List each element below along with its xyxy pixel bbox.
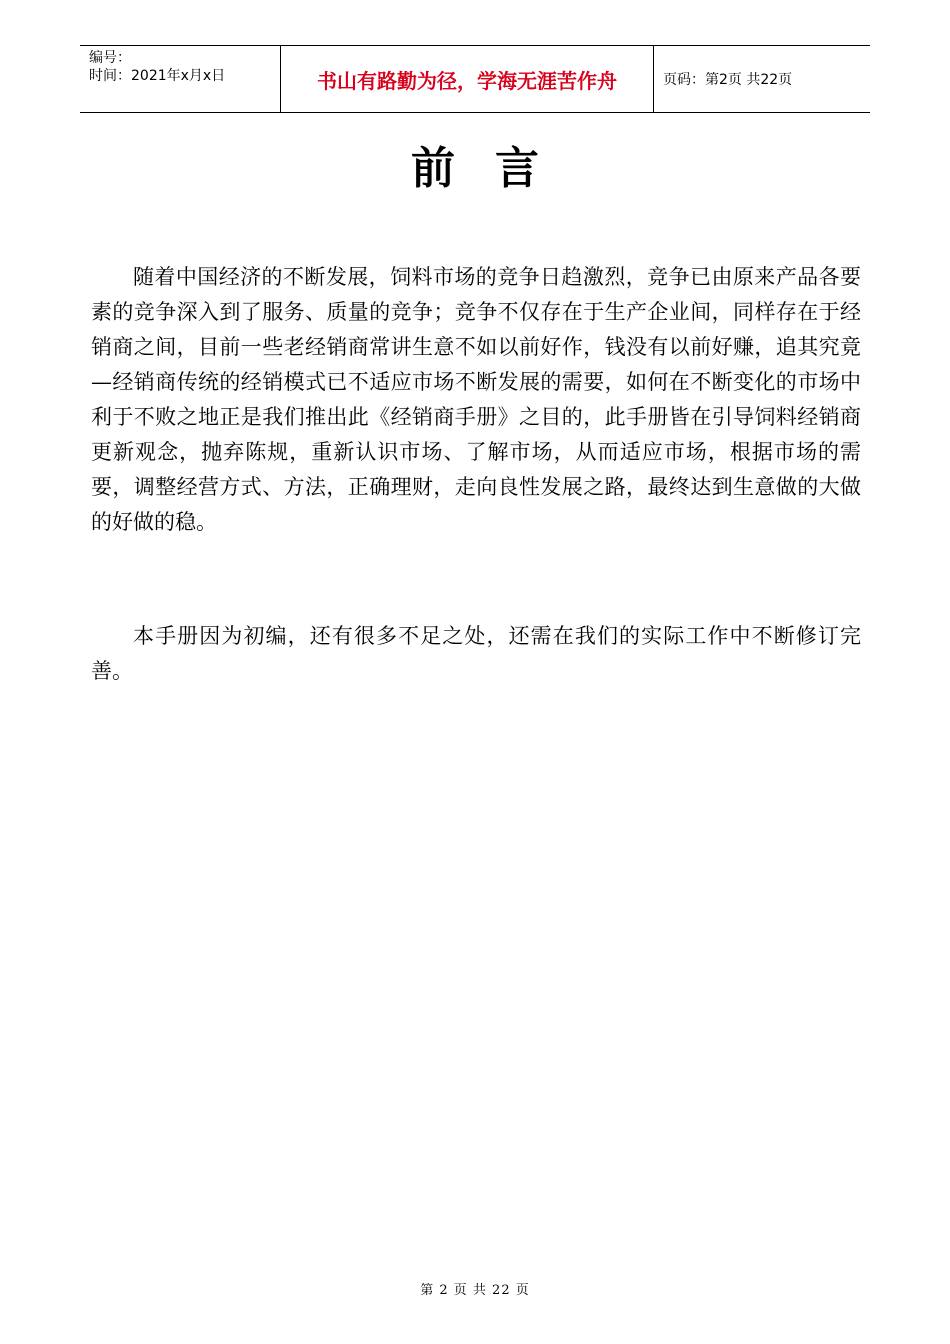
- page-header: [80, 45, 870, 113]
- header-motto: 书山有路勤为径，学海无涯苦作舟: [281, 46, 654, 112]
- header-meta: [80, 46, 281, 112]
- header-page-number: 页码：第2页 共22页: [663, 72, 793, 88]
- page-footer: 第 2 页 共 22 页: [420, 1283, 530, 1298]
- paragraph-2: 本手册因为初编，还有很多不足之处，还需在我们的实际工作中不断修订完善。: [91, 624, 861, 683]
- time-label: 时间：2021年x月x日: [89, 68, 226, 84]
- code-label: 编号：: [89, 50, 131, 66]
- page-title: 前言: [411, 143, 579, 194]
- paragraph-1: 随着中国经济的不断发展，饲料市场的竞争日趋激烈，竞争已由原来产品各要素的竞争深入到了服务、质量的竞争；竞争不仅存在于生产企业间，同样存在于经销商之间，目前一些老经销商常讲生意不如以前好作，钱没有以前好赚，追其究竟—经销商传统的经销模式已不适应市场不断发展的需要，如何在不断变化的市场中利于不败之地正是我们推出此《经销商手册》之目的，此手册皆在引导饲料经销商更新观念，抛弃陈规，重新认识市场、了解市场，从而适应市场，根据市场的需要，调整经营方式、方法，正确理财，走向良性发展之路，最终达到生意做的大做的好做的稳。: [91, 265, 861, 534]
